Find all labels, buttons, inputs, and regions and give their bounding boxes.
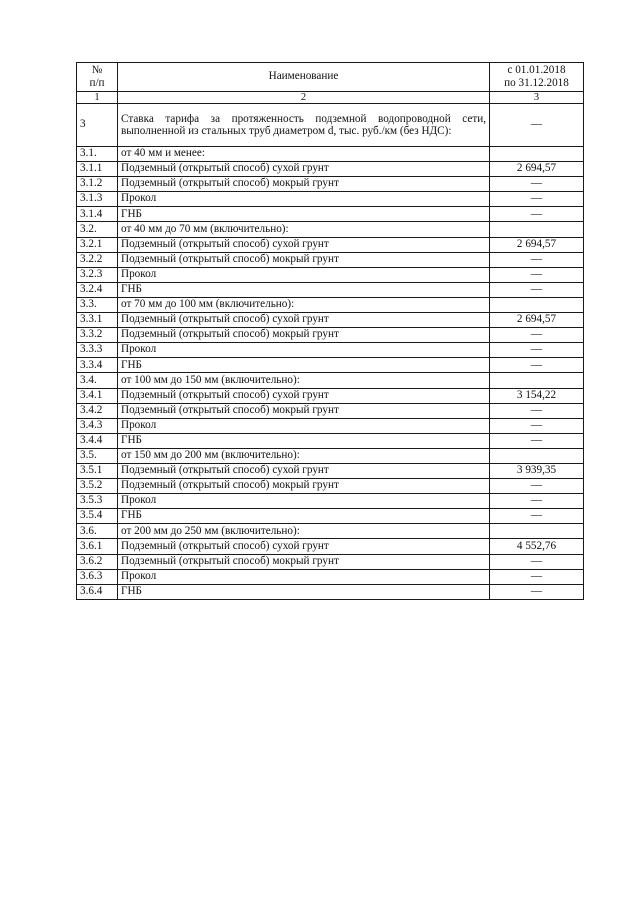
row-name-cell: Подземный (открытый способ) мокрый грунт xyxy=(118,328,490,343)
row-number-cell: 3.1.3 xyxy=(77,192,118,207)
table-header-row xyxy=(77,63,584,92)
row-value-cell: — xyxy=(490,569,584,584)
row-number-cell: 3.2. xyxy=(77,222,118,237)
row-number-cell: 3 xyxy=(77,104,118,147)
row-value-cell xyxy=(490,373,584,388)
row-value-cell: 4 552,76 xyxy=(490,539,584,554)
row-value-cell xyxy=(490,147,584,162)
row-name-cell: Прокол xyxy=(118,418,490,433)
row-value-cell: — xyxy=(490,509,584,524)
row-number-cell: 3.4.1 xyxy=(77,388,118,403)
row-value-cell: — xyxy=(490,418,584,433)
row-name-cell: Прокол xyxy=(118,267,490,282)
row-name-cell: от 200 мм до 250 мм (включительно): xyxy=(118,524,490,539)
row-name-cell: Прокол xyxy=(118,569,490,584)
row-value-cell: 2 694,57 xyxy=(490,237,584,252)
table-row xyxy=(77,358,584,373)
table-row xyxy=(77,539,584,554)
table-row xyxy=(77,463,584,478)
row-name-cell: Подземный (открытый способ) сухой грунт xyxy=(118,237,490,252)
table-row xyxy=(77,162,584,177)
row-number-cell: 3.2.3 xyxy=(77,267,118,282)
row-value-cell: 3 154,22 xyxy=(490,388,584,403)
header-number-line1: № xyxy=(91,64,103,77)
row-value-cell: 2 694,57 xyxy=(490,313,584,328)
table-row xyxy=(77,147,584,162)
table-row xyxy=(77,207,584,222)
table-row xyxy=(77,554,584,569)
table-row xyxy=(77,343,584,358)
row-name-cell: от 40 мм до 70 мм (включительно): xyxy=(118,222,490,237)
row-name-cell: Подземный (открытый способ) мокрый грунт xyxy=(118,479,490,494)
row-value-cell: — xyxy=(490,328,584,343)
row-name-cell: от 150 мм до 200 мм (включительно): xyxy=(118,448,490,463)
row-number-cell: 3.6.4 xyxy=(77,584,118,599)
header-number-line2: п/п xyxy=(89,77,105,89)
row-name-cell: ГНБ xyxy=(118,207,490,222)
row-number-cell: 3.2.1 xyxy=(77,237,118,252)
row-value-cell: — xyxy=(490,282,584,297)
row-value-cell: — xyxy=(490,433,584,448)
row-name-cell: от 40 мм и менее: xyxy=(118,147,490,162)
row-name-cell: Ставка тарифа за протяженность подземной водопроводной сети, выполненной из стальных труб диаметром d, тыс. руб./км (без НДС): xyxy=(118,104,490,147)
row-name-cell: ГНБ xyxy=(118,509,490,524)
row-value-cell: — xyxy=(490,584,584,599)
row-value-cell xyxy=(490,297,584,312)
row-name-cell: Подземный (открытый способ) сухой грунт xyxy=(118,539,490,554)
row-value-cell: — xyxy=(490,192,584,207)
row-name-cell: Прокол xyxy=(118,343,490,358)
table-row xyxy=(77,479,584,494)
tariff-table xyxy=(76,62,584,600)
row-value-cell: — xyxy=(490,104,584,147)
row-number-cell: 3.3.4 xyxy=(77,358,118,373)
table-row xyxy=(77,388,584,403)
row-number-cell: 3.3. xyxy=(77,297,118,312)
row-value-cell: — xyxy=(490,267,584,282)
row-number-cell: 3.5.2 xyxy=(77,479,118,494)
table-row xyxy=(77,448,584,463)
table-row xyxy=(77,569,584,584)
row-number-cell: 3.3.1 xyxy=(77,313,118,328)
row-value-cell: — xyxy=(490,252,584,267)
row-name-cell: Подземный (открытый способ) сухой грунт xyxy=(118,162,490,177)
table-row xyxy=(77,403,584,418)
row-value-cell xyxy=(490,524,584,539)
row-number-cell: 3.2.2 xyxy=(77,252,118,267)
row-number-cell: 3.4.2 xyxy=(77,403,118,418)
row-value-cell: — xyxy=(490,479,584,494)
table-row xyxy=(77,418,584,433)
column-number-2: 2 xyxy=(118,92,490,104)
table-row xyxy=(77,177,584,192)
row-number-cell: 3.4. xyxy=(77,373,118,388)
row-value-cell: — xyxy=(490,494,584,509)
table-row xyxy=(77,313,584,328)
row-number-cell: 3.5. xyxy=(77,448,118,463)
table-row xyxy=(77,373,584,388)
column-number-3: 3 xyxy=(490,92,584,104)
header-number-cell xyxy=(77,63,118,92)
row-name-cell: Прокол xyxy=(118,494,490,509)
row-name-cell: Подземный (открытый способ) мокрый грунт xyxy=(118,252,490,267)
row-value-cell: 3 939,35 xyxy=(490,463,584,478)
row-value-cell xyxy=(490,448,584,463)
row-name-cell: Подземный (открытый способ) мокрый грунт xyxy=(118,177,490,192)
table-row xyxy=(77,433,584,448)
row-value-cell: — xyxy=(490,358,584,373)
row-value-cell: — xyxy=(490,343,584,358)
row-number-cell: 3.6. xyxy=(77,524,118,539)
row-name-cell: ГНБ xyxy=(118,358,490,373)
row-number-cell: 3.6.1 xyxy=(77,539,118,554)
row-name-cell: Подземный (открытый способ) сухой грунт xyxy=(118,463,490,478)
row-number-cell: 3.4.3 xyxy=(77,418,118,433)
row-name-cell: ГНБ xyxy=(118,282,490,297)
row-number-cell: 3.1. xyxy=(77,147,118,162)
header-period-line1: с 01.01.2018 xyxy=(507,64,566,77)
header-name-cell: Наименование xyxy=(118,63,490,92)
row-number-cell: 3.3.3 xyxy=(77,343,118,358)
table-row xyxy=(77,252,584,267)
row-number-cell: 3.1.2 xyxy=(77,177,118,192)
row-number-cell: 3.6.3 xyxy=(77,569,118,584)
row-number-cell: 3.5.1 xyxy=(77,463,118,478)
row-number-cell: 3.6.2 xyxy=(77,554,118,569)
main-tariff-row xyxy=(77,104,584,147)
row-name-cell: Подземный (открытый способ) сухой грунт xyxy=(118,313,490,328)
row-number-cell: 3.5.3 xyxy=(77,494,118,509)
row-name-cell: от 70 мм до 100 мм (включительно): xyxy=(118,297,490,312)
table-row xyxy=(77,192,584,207)
row-value-cell: — xyxy=(490,207,584,222)
table-row xyxy=(77,494,584,509)
header-period-line2: по 31.12.2018 xyxy=(504,77,569,89)
row-name-cell: ГНБ xyxy=(118,584,490,599)
row-number-cell: 3.1.1 xyxy=(77,162,118,177)
table-row xyxy=(77,328,584,343)
row-name-cell: от 100 мм до 150 мм (включительно): xyxy=(118,373,490,388)
column-number-row xyxy=(77,92,584,104)
table-row xyxy=(77,222,584,237)
row-number-cell: 3.2.4 xyxy=(77,282,118,297)
row-name-cell: Прокол xyxy=(118,192,490,207)
table-row xyxy=(77,524,584,539)
row-name-cell: Подземный (открытый способ) мокрый грунт xyxy=(118,403,490,418)
row-name-cell: Подземный (открытый способ) мокрый грунт xyxy=(118,554,490,569)
table-row xyxy=(77,267,584,282)
column-number-1: 1 xyxy=(77,92,118,104)
row-number-cell: 3.4.4 xyxy=(77,433,118,448)
row-value-cell: 2 694,57 xyxy=(490,162,584,177)
row-value-cell xyxy=(490,222,584,237)
table-row xyxy=(77,237,584,252)
row-number-cell: 3.3.2 xyxy=(77,328,118,343)
row-number-cell: 3.1.4 xyxy=(77,207,118,222)
row-value-cell: — xyxy=(490,554,584,569)
table-row xyxy=(77,282,584,297)
table-row xyxy=(77,509,584,524)
row-name-cell: ГНБ xyxy=(118,433,490,448)
table-row xyxy=(77,297,584,312)
row-value-cell: — xyxy=(490,177,584,192)
header-period-cell xyxy=(490,63,584,92)
row-number-cell: 3.5.4 xyxy=(77,509,118,524)
row-value-cell: — xyxy=(490,403,584,418)
table-row xyxy=(77,584,584,599)
row-name-cell: Подземный (открытый способ) сухой грунт xyxy=(118,388,490,403)
